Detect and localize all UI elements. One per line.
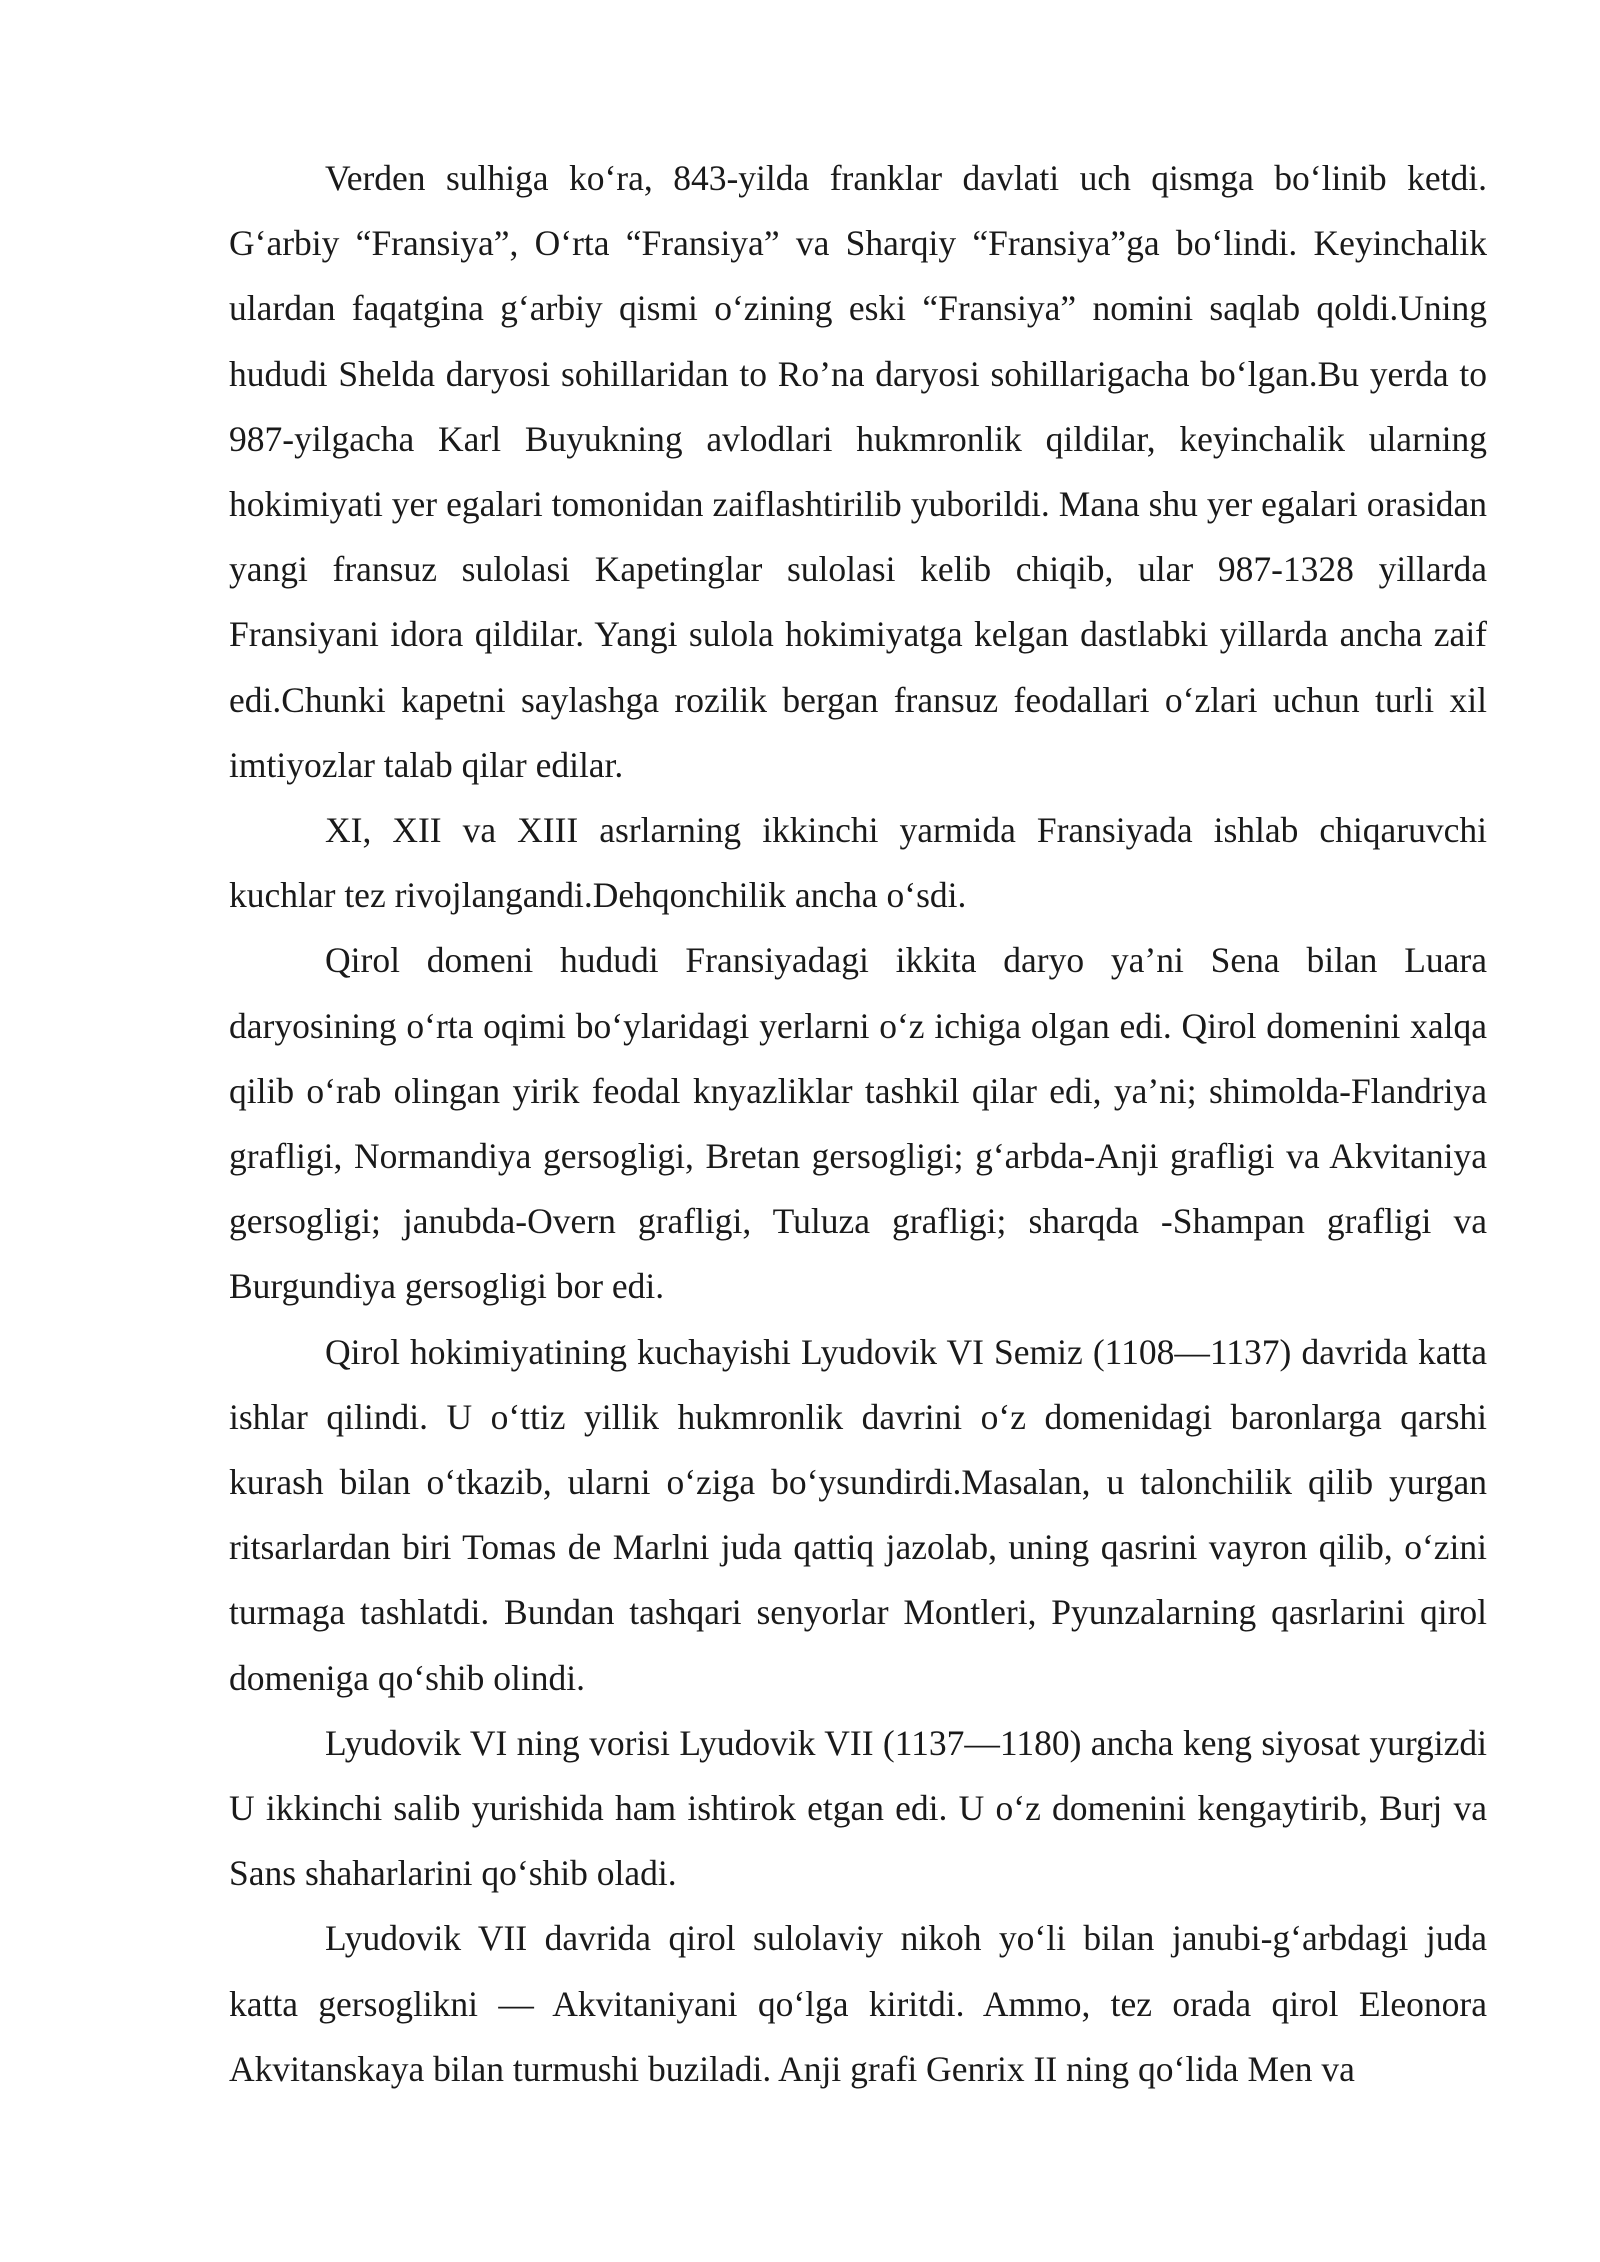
paragraph-productive-forces: XI, XII va XIII asrlarning ikkinchi yarmida Fransiyada ishlab chiqaruvchi kuchlar tez rivojlangandi.Dehqonchilik ancha o‘sdi.	[229, 810, 1487, 916]
paragraph-verden-treaty: Verden sulhiga ko‘ra, 843-yilda franklar davlati uch qismga bo‘linib ketdi. G‘arbiy “Fransiya”, O‘rta “Fransiya” va Sharqiy “Fransiya”ga bo‘lindi. Keyinchalik ulardan faqatgina g‘arbiy qismi o‘zining eski “Fransiya” nomini saqlab qoldi.Uning hududi Shelda daryosi sohillaridan to Ro’na daryosi sohillarigacha bo‘lgan.Bu yerda to 987-yilgacha Karl Buyukning avlodlari hukmronlik qildilar, keyinchalik ularning hokimiyati yer egalari tomonidan zaiflashtirilib yuborildi. Mana shu yer egalari orasidan yangi fransuz sulolasi Kapetinglar sulolasi kelib chiqib, ular 987-1328 yillarda Fransiyani idora qildilar. Yangi sulola hokimiyatga kelgan dastlabki yillarda ancha zaif edi.Chunki kapetni saylashga rozilik bergan fransuz feodallari o‘zlari uchun turli xil imtiyozlar talab qilar edilar.	[229, 158, 1487, 785]
paragraph-royal-domain: Qirol domeni hududi Fransiyadagi ikkita daryo ya’ni Sena bilan Luara daryosining o‘rta oqimi bo‘ylaridagi yerlarni o‘z ichiga olgan edi. Qirol domenini xalqa qilib o‘rab olingan yirik feodal knyazliklar tashkil qilar edi, ya’ni; shimolda-Flandriya grafligi, Normandiya gersogligi, Bretan gersogligi; g‘arbda-Anji grafligi va Akvitaniya gersogligi; janubda-Overn grafligi, Tuluza grafligi; sharqda -Shampan grafligi va Burgundiya gersogligi bor edi.	[229, 940, 1487, 1307]
paragraph-aquitaine: Lyudovik VII davrida qirol sulolaviy nikoh yo‘li bilan janubi-g‘arbdagi juda katta gersoglikni — Akvitaniyani qo‘lga kiritdi. Ammo, tez orada qirol Eleonora Akvitanskaya bilan turmushi buziladi. Anji grafi Genrix II ning qo‘lida Men va	[229, 1918, 1487, 2089]
paragraph-louis-vi: Qirol hokimiyatining kuchayishi Lyudovik VI Semiz (1108—1137) davrida katta ishlar qilindi. U o‘ttiz yillik hukmronlik davrini o‘z domenidagi baronlarga qarshi kurash bilan o‘tkazib, ularni o‘ziga bo‘ysundirdi.Masalan, u talonchilik qilib yurgan ritsarlardan biri Tomas de Marlni juda qattiq jazolab, uning qasrini vayron qilib, o‘zini turmaga tashlatdi. Bundan tashqari senyorlar Montleri, Pyunzalarning qasrlarini qirol domeniga qo‘shib olindi.	[229, 1331, 1487, 1698]
document-body	[229, 146, 1487, 2102]
paragraph-louis-vii: Lyudovik VI ning vorisi Lyudovik VII (1137—1180) ancha keng siyosat yurgizdi U ikkinchi salib yurishida ham ishtirok etgan edi. U o‘z domenini kengaytirib, Burj va Sans shaharlarini qo‘shib oladi.	[229, 1722, 1487, 1894]
